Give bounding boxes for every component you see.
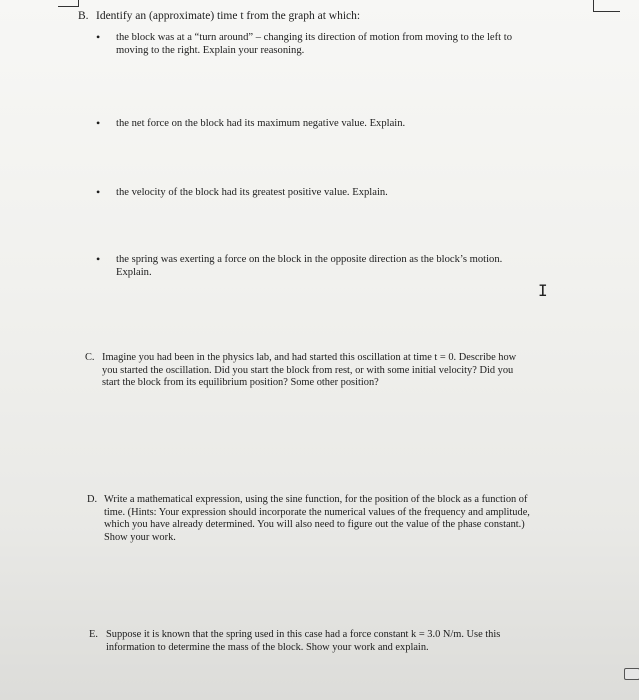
- section-b-letter: B.: [78, 10, 89, 22]
- section-d-letter: D.: [87, 494, 98, 505]
- bullet-4-line-2: Explain.: [116, 267, 152, 278]
- bullet-4-line-1: the spring was exerting a force on the block in the opposite direction as the block’s motion.: [116, 254, 503, 265]
- section-d-line-2: time. (Hints: Your expression should incorporate the numerical values of the frequency and amplitude,: [104, 506, 530, 518]
- section-e-line-1: Suppose it is known that the spring used in this case had a force constant k = 3.0 N/m. Use this: [106, 629, 501, 640]
- bullet-2-line-1: the net force on the block had its maximum negative value. Explain.: [116, 118, 406, 129]
- bullet-3-line-1: the velocity of the block had its greatest positive value. Explain.: [116, 187, 388, 198]
- section-d-line-3: which you have already determined. You will also need to figure out the value of the phase constant.): [104, 519, 525, 530]
- bullet-dot: •: [96, 185, 101, 199]
- bullet-1-line-1: the block was at a “turn around” – changing its direction of motion from moving to the left to: [116, 32, 512, 43]
- section-e-line-2: information to determine the mass of the block. Show your work and explain.: [106, 641, 429, 653]
- section-c-text: [102, 352, 516, 390]
- section-c-line-1: Imagine you had been in the physics lab, and had started this oscillation at time t = 0. Describe how: [102, 352, 517, 363]
- text-cursor-icon: I: [538, 281, 548, 300]
- section-c-letter: C.: [85, 352, 95, 363]
- section-e-text: [106, 629, 500, 654]
- section-b-bullet-4: [96, 252, 503, 279]
- bullet-dot: •: [96, 30, 101, 44]
- section-b-bullet-3: [96, 185, 388, 199]
- section-b-bullet-2: [96, 116, 406, 130]
- bullet-1-line-2: moving to the right. Explain your reasoning.: [116, 45, 305, 56]
- section-b-bullet-1: [96, 30, 512, 57]
- section-b-heading: [78, 10, 360, 22]
- bullet-dot: •: [96, 252, 101, 266]
- section-c-line-2: you started the oscillation. Did you start the block from rest, or with some initial velocity? Did you: [102, 364, 514, 376]
- section-e-letter: E.: [89, 629, 98, 640]
- crop-mark-top-left: [58, 0, 79, 7]
- page-corner-icon: [624, 668, 639, 680]
- section-d-text: [104, 494, 530, 544]
- section-c-line-3: start the block from its equilibrium position? Some other position?: [102, 377, 379, 388]
- bullet-dot: •: [96, 116, 101, 130]
- section-d-line-4: Show your work.: [104, 531, 176, 543]
- crop-mark-top-right: [593, 0, 620, 12]
- section-b-heading-text: Identify an (approximate) time t from the graph at which:: [96, 10, 361, 22]
- section-d-line-1: Write a mathematical expression, using the sine function, for the position of the block as a function of: [104, 494, 528, 505]
